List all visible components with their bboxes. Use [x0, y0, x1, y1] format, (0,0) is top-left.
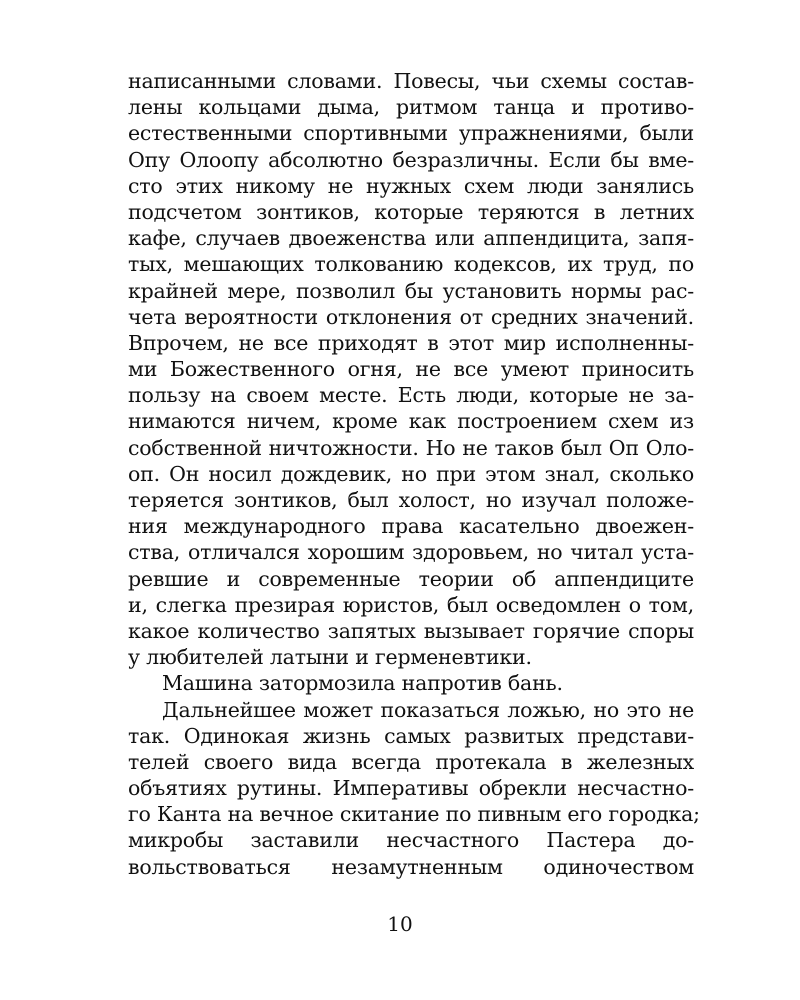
text-line: теряется зонтиков, был холост, но изучал положе- — [128, 488, 694, 512]
text-line: вольствоваться незамутненным одиночеством — [128, 854, 694, 879]
text-line: какое количество запятых вызывает горячие споры — [128, 618, 694, 643]
text-line: нимаются ничем, кроме как построением схем из — [128, 409, 694, 434]
text-line: и, слегка презирая юристов, был осведомлен о том, — [128, 592, 694, 617]
text-line: подсчетом зонтиков, которые теряются в летних — [128, 199, 694, 224]
text-line: го Канта на вечное скитание по пивным его городка; — [128, 802, 700, 827]
text-line: ми Божественного огня, не все умеют приносить — [128, 357, 694, 382]
text-line: ния международного права касательно двоежен- — [128, 514, 694, 539]
text-line: ства, отличался хорошим здоровьем, но читал уста- — [128, 540, 694, 565]
text-line: микробы заставили несчастного Пастера до- — [128, 828, 694, 853]
text-line: Опу Олоопу абсолютно безразличны. Если бы вме- — [128, 147, 694, 172]
text-line: пользу на своем месте. Есть люди, которые не за- — [128, 383, 694, 408]
text-line: кафе, случаев двоеженства или аппендицита, запя- — [128, 226, 694, 251]
text-line: так. Одинокая жизнь самых развитых представи- — [128, 723, 694, 748]
text-line: собственной ничтожности. Но не таков был Оп Оло- — [128, 435, 694, 460]
text-line: тых, мешающих толкованию кодексов, их труд, по — [128, 252, 694, 277]
text-line: у любителей латыни и герменевтики. — [128, 645, 532, 670]
text-line: Машина затормозила напротив бань. — [162, 671, 563, 696]
page-number: 10 — [387, 912, 413, 936]
text-line: телей своего вида всегда протекала в железных — [128, 749, 694, 774]
text-line: объятиях рутины. Императивы обрекли несчастно- — [128, 776, 694, 801]
text-line: Впрочем, не все приходят в этот мир исполненны- — [128, 330, 694, 355]
text-line: оп. Он носил дождевик, но при этом знал, сколько — [128, 461, 694, 486]
text-line: написанными словами. Повесы, чьи схемы состав- — [128, 69, 694, 93]
text-line: ревшие и современные теории об аппендиците — [128, 566, 694, 591]
body-text — [128, 68, 700, 880]
text-line: крайней мере, позволил бы установить нормы рас- — [128, 278, 694, 303]
text-line: Дальнейшее может показаться ложью, но это не — [162, 697, 694, 722]
text-line: лены кольцами дыма, ритмом танца и противо- — [128, 95, 694, 120]
text-line: естественными спортивными упражнениями, были — [128, 121, 694, 146]
text-line: сто этих никому не нужных схем люди занялись — [128, 173, 694, 198]
text-line: чета вероятности отклонения от средних значений. — [128, 304, 694, 329]
